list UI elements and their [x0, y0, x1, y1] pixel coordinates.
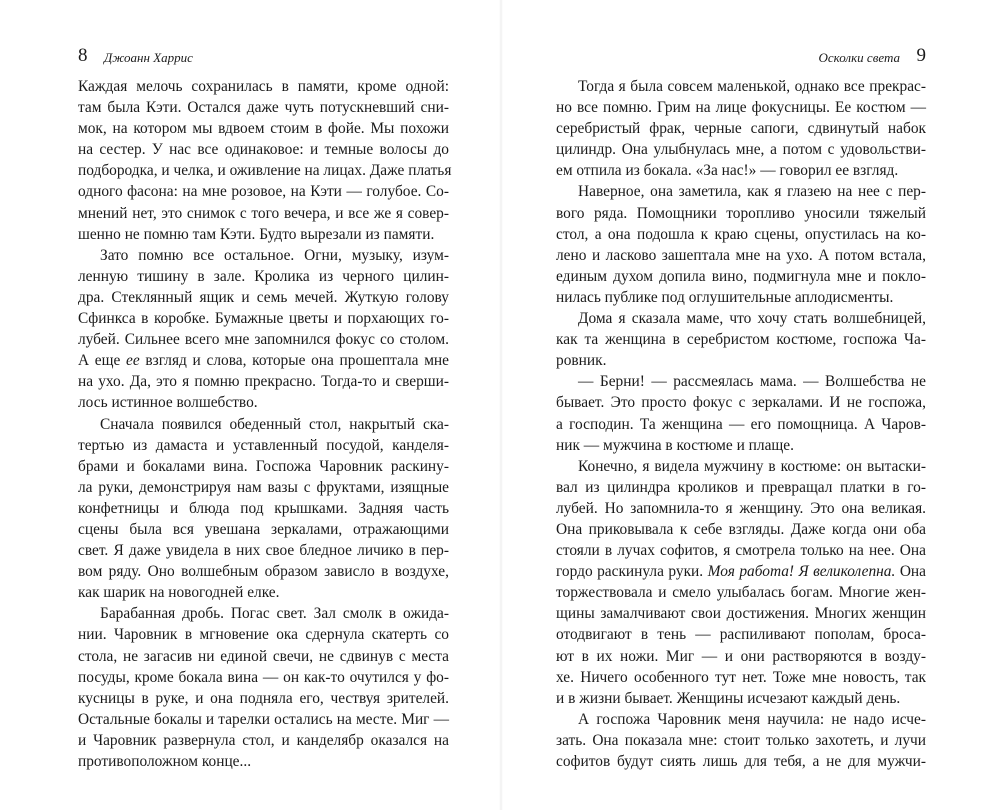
text-line: дра. Стеклянный ящик и семь мечей. Жуткую голову [78, 288, 449, 306]
text-line: посуды, кроме бокала вина — он как-то очутился у фо- [78, 668, 449, 686]
text-line: на ухо. Да, это я помню прекрасно. Тогда-то и сверши- [78, 373, 449, 391]
text-line: стола, не загасив ни единой свечи, не сдвинув с места [78, 647, 449, 665]
text-line: но все помню. Грим на лице фокусницы. Ее костюм — [556, 99, 926, 117]
text-line: бывает. Это просто фокус с зеркалами. И не госпожа, [556, 394, 926, 412]
running-title-author: Джоанн Харрис [104, 50, 193, 65]
running-title-book: Осколки света [818, 50, 900, 65]
text-line: ем отпила из бокала. «За нас!» — говорил ее взгляд. [556, 162, 899, 180]
text-line: хе. Ничего особенного тут нет. Тоже мне новость, так [556, 668, 926, 686]
text-line: ник — мужчина в костюме и плаще. [556, 436, 794, 454]
text-line: ла руки, демонстрируя нам вазы с фруктами, изящные [78, 478, 449, 496]
text-line: Она приковывала к себе взгляды. Даже когда они оба [556, 520, 926, 538]
text-line: нии. Чаровник в мгновение ока сдернула скатерть со [78, 626, 449, 644]
text-line: — Берни! — рассмеялась мама. — Волшебства не [578, 373, 926, 391]
text-line: стояли в лучах софитов, я смотрела только на нее. Она [556, 542, 926, 560]
text-line: мок, на котором мы вдвоем стоим в фойе. Мы похожи [78, 120, 449, 138]
text-line: отодвигают в тень — распиливают пополам, броса- [556, 626, 926, 644]
text-line: Дома я сказала маме, что хочу стать волшебницей, [578, 310, 926, 328]
text-line: серебристый фрак, черные сапоги, сдвинутый набок [556, 120, 926, 138]
text-line: торжествовала и смело улыбалась богам. Многие жен- [556, 584, 926, 602]
text-line-with-italic: гордо раскинула руки. Моя работа! Я великолепна. Она [556, 563, 926, 581]
text-line: Тогда я была совсем маленькой, однако все прекрас- [578, 78, 926, 95]
text-line: софитов будут сиять лишь для тебя, а не для мужчи- [556, 753, 926, 770]
text-line: на сестер. У нас все одинаковое: и темные волосы до [78, 141, 449, 159]
right-page-header [556, 44, 926, 68]
text-line: Каждая мелочь сохранилась в памяти, кроме одной: [78, 78, 449, 95]
text-line: шенно не помню там Кэти. Будто вырезали из памяти. [78, 225, 435, 243]
text-line: цилиндр. Она улыбнулась мне, а потом с удовольстви- [556, 141, 926, 159]
page-number: 9 [916, 45, 926, 66]
text-line: как шарик на новогодней елке. [78, 584, 280, 602]
text-line: конфетницы и блюда под крышками. Задняя часть [78, 499, 449, 517]
text-line: Сначала появился обеденный стол, накрытый ска- [100, 415, 449, 433]
text-line: лубей. Сильнее всего мне запомнился фокус со столом. [78, 331, 449, 349]
text-line: лубей. Но запомнила-то я женщину. Это она великая. [556, 499, 926, 517]
text-line-with-italic: А еще ее взгляд и слова, которые она прошептала мне [78, 352, 449, 370]
text-line: нилась публике под оглушительные аплодисменты. [556, 288, 894, 306]
text-line: Наверное, она заметила, как я глазею на нее с пер- [578, 183, 926, 201]
text-line: брами и бокалами вина. Госпожа Чаровник раскину- [78, 457, 449, 475]
text-line: кусницы в руке, и она подняла его, чествуя зрителей. [78, 689, 449, 707]
text-line: зать. Она показала мне: стоит только захотеть, и лучи [556, 731, 926, 749]
text-line: вом ряду. Оно волшебным образом зависло в воздухе, [78, 563, 449, 581]
text-line: противоположном конце... [78, 753, 252, 770]
text-line: и Чаровник развернула стол, и канделябр оказался на [78, 731, 449, 749]
text-line: как та женщина в серебристом костюме, госпожа Ча- [556, 331, 926, 349]
text-line: ленную тишину в зале. Кролика из черного цилин- [78, 267, 449, 285]
book-gutter [499, 0, 503, 810]
text-line: ровник. [556, 352, 607, 370]
text-line: стол, а она подошла к краю сцены, опустилась на ко- [556, 225, 926, 243]
text-line: ют в их ножи. Миг — и они растворяются в возду- [556, 647, 926, 665]
text-line: а господин. Та женщина — его помощница. А Чаров- [556, 415, 926, 433]
text-line: лено и ласково зашептала мне на ухо. А потом встала, [556, 246, 926, 264]
text-line: Конечно, я видела мужчину в костюме: он вытаски- [578, 457, 926, 475]
text-line: единым духом допила вино, подмигнула мне и покло- [556, 267, 926, 285]
text-line: Зато помню все остальное. Огни, музыку, изум- [100, 246, 449, 264]
text-line: мнений нет, это снимок с того вечера, и все же я совер- [78, 204, 449, 222]
text-line: тертью из дамаста и уставленный посудой, канделя- [78, 436, 449, 454]
right-page-text [556, 76, 926, 772]
text-line: Барабанная дробь. Погас свет. Зал смолк в ожида- [100, 605, 449, 623]
text-line: одного фасона: на мне розовое, на Кэти — голубое. Со- [78, 183, 449, 201]
left-page-text [78, 76, 452, 772]
text-line: Сфинкса в коробке. Бумажные цветы и порхающих го- [78, 310, 449, 328]
text-line: там была Кэти. Остался даже чуть потускневший сни- [78, 99, 449, 117]
text-line: А госпожа Чаровник меня научила: не надо исче- [578, 710, 926, 728]
text-line: щины замалчивают свои достижения. Многих женщин [556, 605, 926, 623]
text-line: вал из цилиндра кроликов и превращал платки в го- [556, 478, 926, 496]
left-page [78, 0, 452, 810]
text-line: свет. Я даже увидела в них свое бледное личико в пер- [78, 542, 449, 560]
text-line: лось истинное волшебство. [78, 394, 258, 412]
text-line: вого ряда. Помощники торопливо уносили тяжелый [556, 204, 926, 222]
text-line: и в жизни бывает. Женщины исчезают каждый день. [556, 689, 901, 707]
page-number: 8 [78, 45, 88, 66]
text-line: сцены была вся увешана зеркалами, отражающими [78, 520, 449, 538]
text-line: Остальные бокалы и тарелки остались на месте. Миг — [78, 710, 449, 728]
left-page-header [78, 44, 449, 68]
right-page [556, 0, 926, 810]
text-line: подбородка, и челка, и оживление на лицах. Даже платья [78, 162, 452, 180]
